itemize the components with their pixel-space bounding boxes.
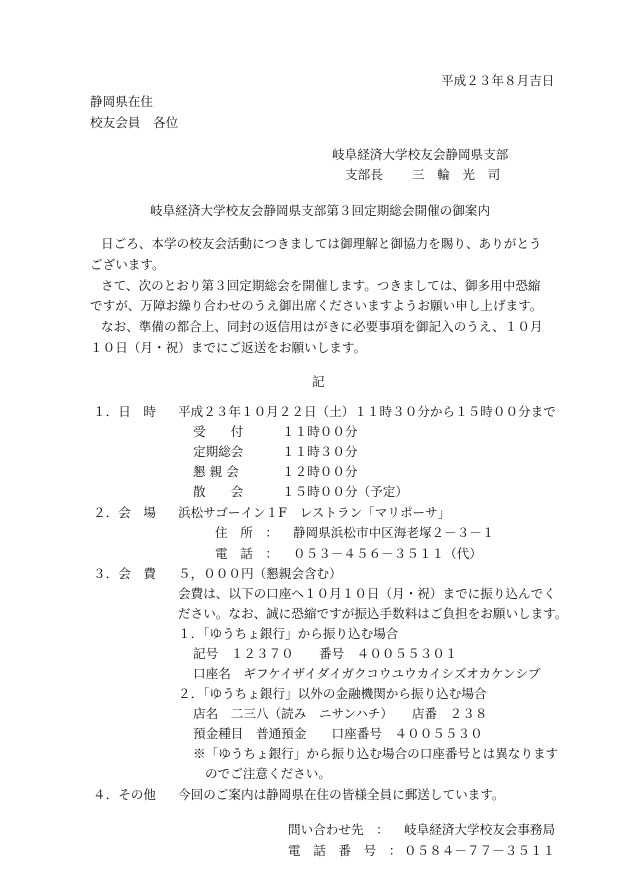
fee-case-detail: 預金種目 普通預金 口座番号 ４００５５３０ xyxy=(193,726,483,741)
fee-case-detail: 口座名 ギフケイザイダイガクコウユウカイシズオカケンシブ xyxy=(193,666,541,681)
fee-case-detail: 店名 二三八（読み ニサンハチ） 店番 ２３８ xyxy=(193,706,488,721)
venue-address: 静岡県浜松市中区海老塚２－３－１ xyxy=(293,525,495,540)
issue-date: 平成２３年８月吉日 xyxy=(441,73,555,88)
recipient-region: 静岡県在住 xyxy=(90,94,153,109)
item-date-main: 平成２３年１０月２２日（土）１１時３０分から１５時００分まで xyxy=(178,404,556,419)
schedule-time: １２時００分 xyxy=(282,464,358,479)
sender-name: 三 輪 光 司 xyxy=(412,167,501,182)
fee-caution: のでご注意ください。 xyxy=(205,766,331,781)
fee-case-detail: 記号 １２３７０ 番号 ４００５５３０１ xyxy=(193,646,458,661)
schedule-label: 受 付 xyxy=(193,424,244,439)
item-venue-main: 浜松サゴーイン１F レストラン「マリポーサ」 xyxy=(178,505,451,520)
recipient-group: 校友会員 各位 xyxy=(90,115,179,130)
schedule-label: 懇 親 会 xyxy=(193,464,239,479)
item-date-label: １．日 時 xyxy=(93,404,156,419)
schedule-time: １１時３０分 xyxy=(282,444,358,459)
venue-address-label: 住 所 ： xyxy=(215,525,278,540)
venue-tel-label: 電 話 ： xyxy=(215,546,278,561)
fee-case-heading: ２．「ゆうちょ銀行」以外の金融機関から振り込む場合 xyxy=(178,686,487,701)
schedule-label: 定期総会 xyxy=(193,444,244,459)
fee-note: 会費は、以下の口座へ１０月１０日（月・祝）までに振り込んでく xyxy=(178,586,556,601)
contact-label: 問い合わせ先 ： xyxy=(288,822,389,837)
fee-case-heading: １．「ゆうちょ銀行」から振り込む場合 xyxy=(178,626,399,641)
schedule-time: １１時００分 xyxy=(282,424,358,439)
body-line: ございます。 xyxy=(90,257,165,272)
item-fee-main: ５，０００円（懇親会含む） xyxy=(178,566,342,581)
body-line: さて、次のとおり第３回定期総会を開催します。つきましては、御多用中恐縮 xyxy=(101,278,541,293)
item-venue-label: ２．会 場 xyxy=(93,505,156,520)
item-other-main: 今回のご案内は静岡県在住の皆様全員に郵送しています。 xyxy=(178,787,505,802)
body-line: １０日（月・祝）までにご返送をお願いします。 xyxy=(90,340,367,355)
schedule-time: １５時００分（予定） xyxy=(282,484,408,499)
body-line: 日ごろ、本学の校友会活動につきましては御理解と御協力を賜り、ありがとう xyxy=(101,236,542,251)
fee-note: ださい。なお、誠に恐縮ですが振込手数料はご負担をお願いします。 xyxy=(178,606,568,621)
item-fee-label: ３．会 費 xyxy=(93,566,156,581)
body-line: ですが、万障お繰り合わせのうえ御出席くださいますようお願い申し上げます。 xyxy=(90,298,543,313)
contact-office: 岐阜経済大学校友会事務局 xyxy=(404,822,556,837)
fee-caution: ※「ゆうちょ銀行」から振り込む場合の口座番号とは異なります xyxy=(193,746,559,761)
sender-role: 支部長 xyxy=(345,167,383,182)
contact-tel: ０５８４－７７－３５１１ xyxy=(404,843,556,858)
sender-organization: 岐阜経済大学校友会静岡県支部 xyxy=(332,147,509,162)
venue-tel: ０５３－４５６－３５１１（代） xyxy=(293,546,482,561)
contact-tel-label: 電 話 番 号 ： xyxy=(288,843,402,858)
document-title: 岐阜経済大学校友会静岡県支部第３回定期総会開催の御案内 xyxy=(150,203,491,218)
item-other-label: ４．その他 xyxy=(93,787,156,802)
ki-heading: 記 xyxy=(312,374,325,389)
body-line: なお、準備の都合上、同封の返信用はがきに必要事項を御記入のうえ、１０月 xyxy=(101,319,543,334)
schedule-label: 散 会 xyxy=(193,484,244,499)
